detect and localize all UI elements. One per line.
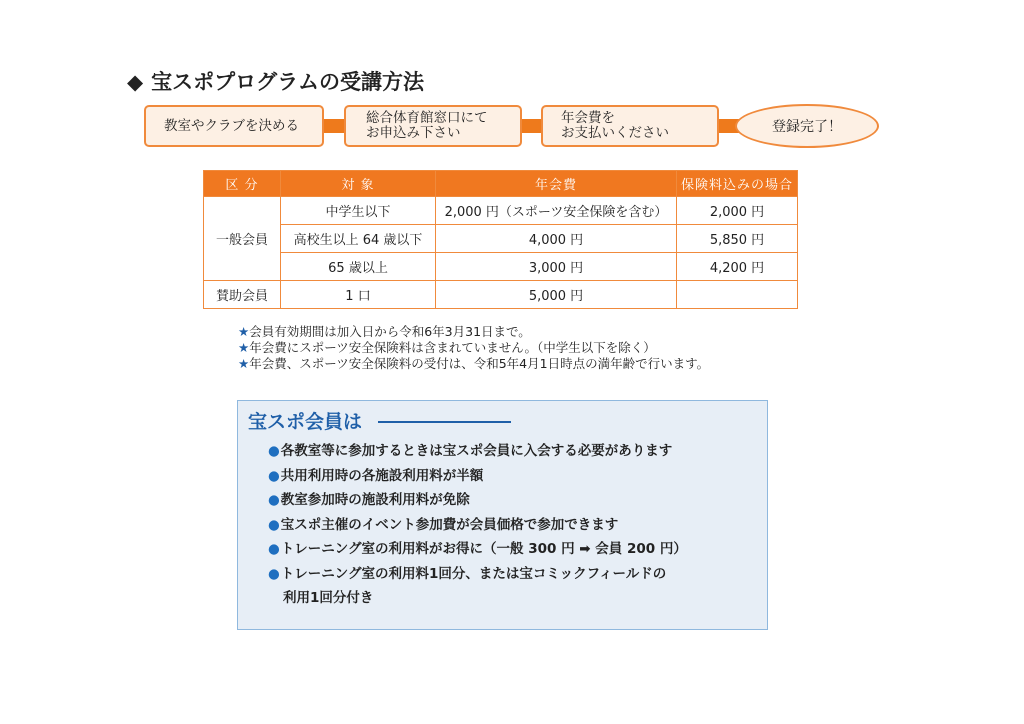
step-apply-line1: 総合体育館窓口にて — [366, 110, 488, 126]
note-item — [238, 340, 709, 356]
member-benefits-box — [237, 400, 768, 630]
step-apply-line2: お申込み下さい — [366, 125, 461, 141]
fee-cell: 4,000 円 — [436, 225, 677, 253]
bullet-icon: ● — [268, 565, 280, 582]
list-item — [268, 513, 687, 538]
note-item — [238, 356, 709, 372]
table-row — [204, 253, 798, 281]
title-underline — [378, 421, 511, 423]
insured-fee-cell — [677, 281, 798, 309]
step-complete-label: 登録完了！ — [772, 119, 842, 135]
fee-cell: 5,000 円 — [436, 281, 677, 309]
fee-cell: 3,000 円 — [436, 253, 677, 281]
flow-arrow — [522, 119, 542, 133]
list-item — [268, 439, 687, 464]
step-choose-class-label: 教室やクラブを決める — [164, 117, 299, 134]
star-icon: ★ — [238, 340, 250, 355]
table-row — [204, 281, 798, 309]
benefit-list — [268, 439, 687, 611]
list-item — [268, 488, 687, 513]
step-pay-fee — [541, 105, 719, 147]
bullet-icon: ● — [268, 467, 280, 484]
step-pay-line2: お支払いください — [561, 125, 669, 141]
member-section-title: 宝スポ会員は — [248, 411, 363, 433]
list-item — [268, 562, 687, 587]
notes — [238, 324, 709, 372]
target-cell: 中学生以下 — [281, 197, 436, 225]
note-text: 年会費、スポーツ安全保険料の受付は、令和5年4月1日時点の満年齢で行います。 — [249, 356, 710, 371]
step-registration-complete — [735, 104, 879, 148]
diamond-icon: ◆ — [127, 70, 144, 94]
category-cell: 賛助会員 — [204, 281, 281, 309]
benefit-text: 各教室等に参加するときは宝スポ会員に入会する必要があります — [280, 443, 673, 459]
note-text: 年会費にスポーツ安全保険料は含まれていません。（中学生以下を除く） — [249, 340, 656, 355]
target-cell: 1 口 — [281, 281, 436, 309]
bullet-icon: ● — [268, 492, 280, 508]
benefit-text: トレーニング室の利用料がお得に（一般 300 円 ➡ 会員 200 円） — [280, 541, 687, 557]
benefit-text: 教室参加時の施設利用料が免除 — [280, 492, 470, 508]
step-choose-class — [144, 105, 324, 147]
bullet-icon: ● — [268, 443, 280, 459]
table-header-row — [204, 171, 798, 197]
fee-cell: 2,000 円（スポーツ安全保険を含む） — [436, 197, 677, 225]
list-item-continuation — [268, 586, 687, 611]
target-cell: 高校生以上 64 歳以下 — [281, 225, 436, 253]
insured-fee-cell: 2,000 円 — [677, 197, 798, 225]
step-pay-line1: 年会費を — [561, 110, 615, 126]
list-item — [268, 464, 687, 489]
flow-arrow — [324, 119, 346, 133]
star-icon: ★ — [238, 356, 250, 371]
table-row — [204, 225, 798, 253]
insured-fee-cell: 4,200 円 — [677, 253, 798, 281]
step-apply-counter — [344, 105, 522, 147]
note-item — [238, 324, 709, 340]
column-header: 年会費 — [436, 171, 677, 197]
star-icon: ★ — [238, 324, 250, 339]
list-item — [268, 537, 687, 562]
page-title-text: 宝スポプログラムの受講方法 — [151, 70, 424, 94]
benefit-text: 宝スポ主催のイベント参加費が会員価格で参加できます — [280, 516, 619, 533]
page-title — [127, 66, 424, 96]
bullet-icon: ● — [268, 516, 280, 533]
column-header: 保険料込みの場合 — [677, 171, 798, 197]
benefit-text: トレーニング室の利用料1回分、または宝コミックフィールドの — [280, 565, 667, 582]
column-header: 区 分 — [204, 171, 281, 197]
target-cell: 65 歳以上 — [281, 253, 436, 281]
benefit-text: 共用利用時の各施設利用料が半額 — [280, 467, 484, 484]
fee-table — [203, 170, 798, 309]
column-header: 対 象 — [281, 171, 436, 197]
benefit-text: 利用1回分付き — [283, 590, 374, 606]
category-cell: 一般会員 — [204, 197, 281, 281]
note-text: 会員有効期間は加入日から令和6年3月31日まで。 — [249, 324, 531, 339]
insured-fee-cell: 5,850 円 — [677, 225, 798, 253]
table-row — [204, 197, 798, 225]
bullet-icon: ● — [268, 541, 280, 557]
